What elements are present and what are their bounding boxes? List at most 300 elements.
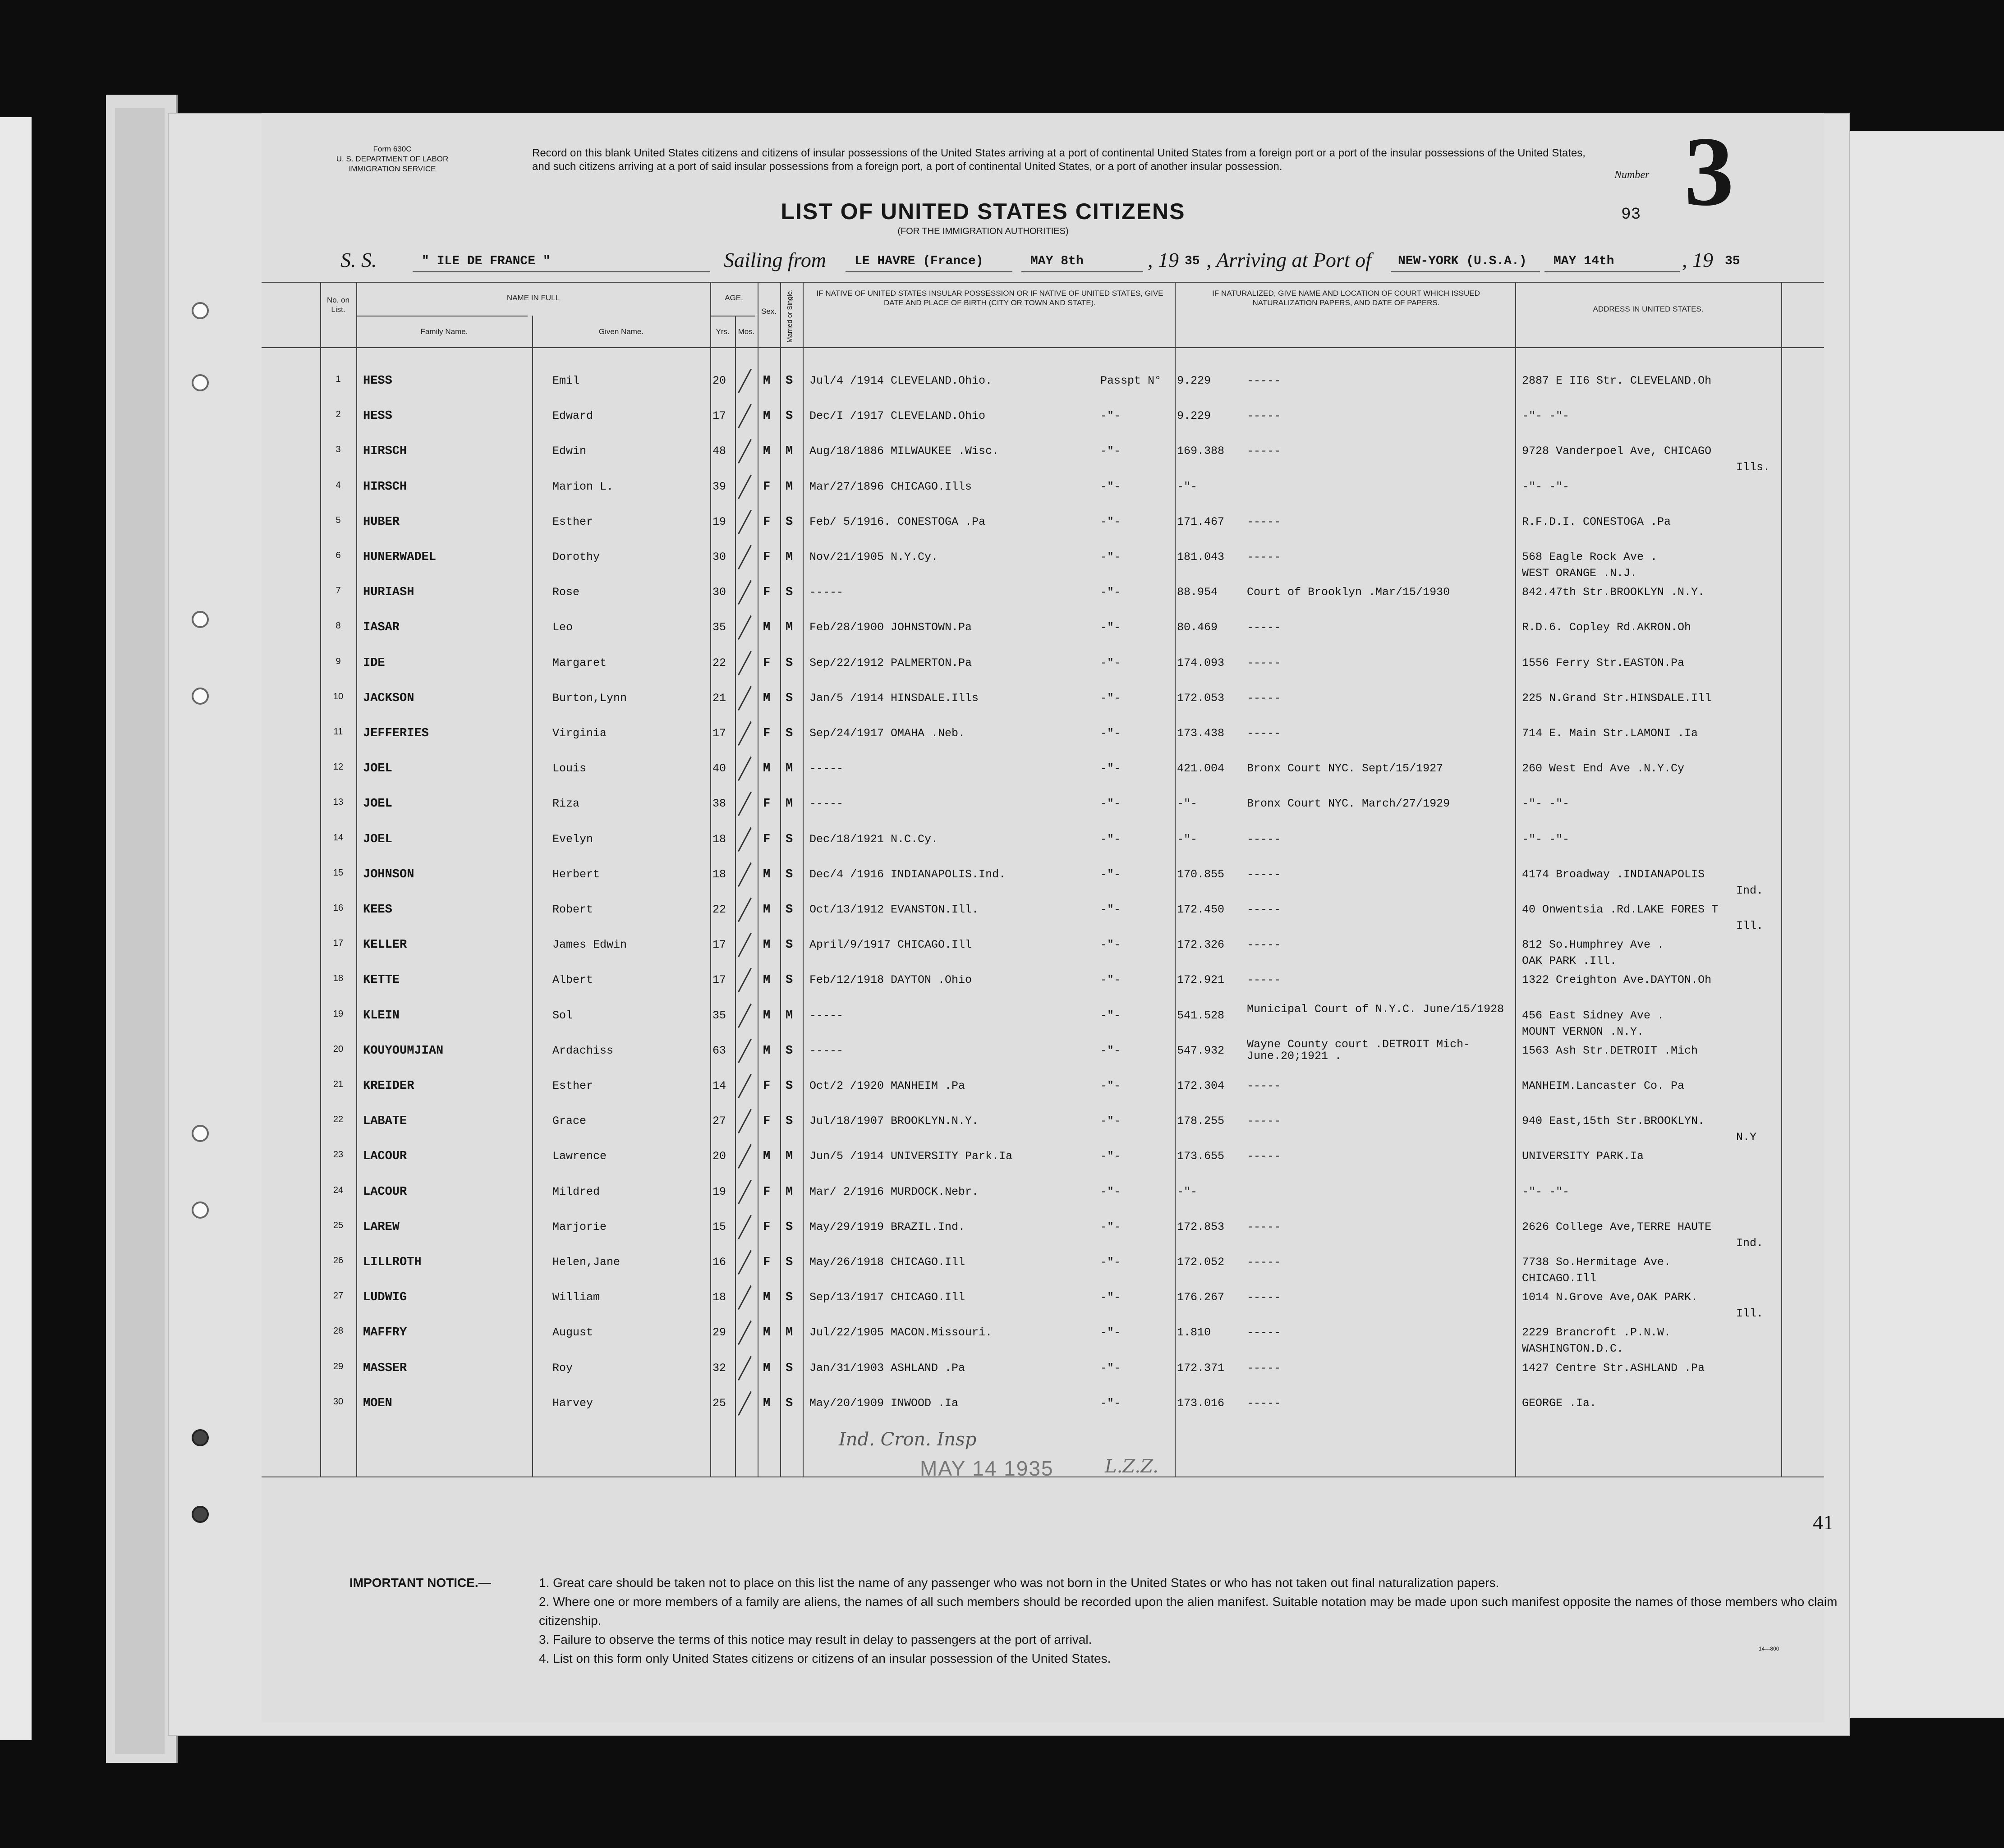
table-row <box>262 1079 1824 1114</box>
naturalization-court: ----- <box>1247 832 1281 846</box>
papers-number: 1.810 <box>1177 1326 1211 1339</box>
birth-date-place: Oct/13/1912 EVANSTON.Ill. <box>809 903 979 916</box>
citizens-list-form <box>262 113 1838 1722</box>
us-address: 568 Eagle Rock Ave . <box>1522 550 1658 564</box>
us-address-line2: Ills. <box>1736 461 1770 474</box>
papers-number: 547.932 <box>1177 1044 1225 1057</box>
inspector-signature: Ind. Cron. Insp <box>839 1429 977 1450</box>
papers-number: 174.093 <box>1177 656 1225 669</box>
age-years: 63 <box>712 1044 726 1057</box>
sex: M <box>763 938 771 952</box>
passport-ditto: -"- <box>1100 832 1121 846</box>
us-address: GEORGE .Ia. <box>1522 1396 1597 1410</box>
sex: M <box>763 867 771 881</box>
naturalization-court: ----- <box>1247 550 1281 564</box>
passport-ditto: -"- <box>1100 1044 1121 1057</box>
notice-heading: IMPORTANT NOTICE.— <box>349 1576 491 1590</box>
naturalization-court: Bronx Court NYC. Sept/15/1927 <box>1247 762 1443 775</box>
naturalization-court: ----- <box>1247 621 1281 634</box>
passport-ditto: -"- <box>1100 1396 1121 1410</box>
given-name: Evelyn <box>552 832 593 846</box>
age-years: 18 <box>712 1291 726 1304</box>
us-address: 1427 Centre Str.ASHLAND .Pa <box>1522 1361 1705 1375</box>
row-number: 8 <box>336 621 341 631</box>
ship-name: " ILE DE FRANCE " <box>422 254 551 268</box>
passport-ditto: -"- <box>1100 586 1121 599</box>
family-name: MOEN <box>363 1396 392 1410</box>
us-address: 1322 Creighton Ave.DAYTON.Oh <box>1522 973 1712 987</box>
married-single: S <box>786 1079 793 1093</box>
birth-date-place: Aug/18/1886 MILWAUKEE .Wisc. <box>809 445 999 458</box>
us-address-line2: WEST ORANGE .N.J. <box>1522 567 1637 580</box>
married-single: S <box>786 374 793 388</box>
us-address: 2229 Brancroft .P.N.W. <box>1522 1326 1671 1339</box>
us-address: 40 Onwentsia .Rd.LAKE FORES T <box>1522 903 1719 916</box>
depart-date-underline <box>1021 271 1143 272</box>
family-name: KEES <box>363 903 392 917</box>
sex: F <box>763 515 771 529</box>
header-family-name: Family Name. <box>420 327 468 336</box>
sex: F <box>763 832 771 846</box>
given-name: Margaret <box>552 656 607 669</box>
married-single: M <box>786 445 793 459</box>
notice-item-3: 3. Failure to observe the terms of this notice may result in delay to passengers at the port of arrival. <box>539 1632 1092 1646</box>
sex: F <box>763 1114 771 1128</box>
naturalization-court: ----- <box>1247 867 1281 881</box>
passport-ditto: -"- <box>1100 445 1121 458</box>
naturalization-court: ----- <box>1247 374 1281 387</box>
papers-number: 171.467 <box>1177 515 1225 528</box>
row-number: 1 <box>336 374 341 384</box>
row-number: 11 <box>333 727 343 737</box>
naturalization-court: ----- <box>1247 973 1281 987</box>
record-instructions: Record on this blank United States citizens and citizens of insular possessions of the United States arriving at a port of continental United States from a foreign port or a port of the insular possessions of the United States, and such citizens arriving at a port of said insular possessions from a foreign port, a port of continental United States, or a port of another insular possession. <box>532 147 1586 173</box>
family-name: HESS <box>363 374 392 388</box>
age-years: 14 <box>712 1079 726 1092</box>
year-departure: 35 <box>1185 254 1200 268</box>
inspector-initials: L.Z.Z. <box>1105 1456 1158 1477</box>
given-name: Esther <box>552 1079 593 1092</box>
table-row <box>262 409 1824 445</box>
punch-hole <box>192 302 209 319</box>
us-address-line2: CHICAGO.Ill <box>1522 1272 1597 1285</box>
header-given-name: Given Name. <box>598 327 644 336</box>
row-number: 16 <box>333 903 344 913</box>
sex: F <box>763 727 771 740</box>
check-mark <box>738 369 752 393</box>
punch-hole <box>192 1506 209 1523</box>
papers-number: 172.326 <box>1177 938 1225 952</box>
married-single: M <box>786 550 793 564</box>
naturalization-court: ----- <box>1247 1079 1281 1092</box>
table-row <box>262 1397 1824 1432</box>
birth-date-place: May/29/1919 BRAZIL.Ind. <box>809 1220 965 1234</box>
adjacent-page-left <box>0 117 32 1740</box>
family-name: HESS <box>363 409 392 423</box>
age-years: 30 <box>712 550 726 564</box>
row-number: 17 <box>333 938 344 949</box>
table-row <box>262 762 1824 797</box>
birth-date-place: Jul/4 /1914 CLEVELAND.Ohio. <box>809 374 993 387</box>
birth-date-place: ----- <box>809 797 844 811</box>
table-row <box>262 1150 1824 1185</box>
given-name: Leo <box>552 621 573 634</box>
form-department: U. S. DEPARTMENT OF LABOR <box>336 155 449 163</box>
page-number: 41 <box>1813 1511 1834 1534</box>
date-stamp: MAY 14 1935 <box>920 1457 1054 1480</box>
sex: F <box>763 1256 771 1269</box>
age-years: 40 <box>712 762 726 775</box>
page-title: LIST OF UNITED STATES CITIZENS <box>781 199 1186 224</box>
age-years: 17 <box>712 938 726 952</box>
row-number: 2 <box>336 409 341 420</box>
naturalization-court: ----- <box>1247 1396 1281 1410</box>
row-number: 6 <box>336 550 341 560</box>
family-name: KOUYOUMJIAN <box>363 1044 444 1058</box>
married-single: S <box>786 727 793 740</box>
given-name: Louis <box>552 762 587 775</box>
papers-number: 169.388 <box>1177 445 1225 458</box>
sex: F <box>763 797 771 811</box>
ss-label: S. S. <box>340 248 377 271</box>
married-single: M <box>786 1185 793 1199</box>
family-name: LACOUR <box>363 1150 407 1164</box>
papers-number: 173.438 <box>1177 727 1225 740</box>
row-number: 18 <box>333 973 344 984</box>
family-name: LUDWIG <box>363 1291 407 1305</box>
us-address-line2: WASHINGTON.D.C. <box>1522 1342 1624 1356</box>
age-years: 17 <box>712 409 726 423</box>
passport-ditto: -"- <box>1100 1079 1121 1092</box>
passport-ditto: -"- <box>1100 480 1121 493</box>
naturalization-court: Bronx Court NYC. March/27/1929 <box>1247 797 1450 811</box>
married-single: M <box>786 1009 793 1023</box>
adjacent-page-right <box>1838 131 2004 1718</box>
naturalization-court: Wayne County court .DETROIT Mich-June.20;1921 . <box>1247 1037 1471 1063</box>
year-prefix-departure: , 19 <box>1148 248 1179 271</box>
passport-ditto: -"- <box>1100 1291 1121 1304</box>
us-address: -"- -"- <box>1522 409 1570 423</box>
given-name: Sol <box>552 1009 573 1022</box>
header-no-on-list: No. on List. <box>326 296 350 314</box>
married-single: M <box>786 621 793 635</box>
table-row <box>262 515 1824 550</box>
given-name: Ardachiss <box>552 1044 614 1057</box>
family-name: KLEIN <box>363 1009 400 1023</box>
passport-ditto: -"- <box>1100 621 1121 634</box>
naturalization-court: ----- <box>1247 727 1281 740</box>
sheet-number: 3 <box>1684 116 1734 226</box>
header-sex: Sex. <box>761 307 777 316</box>
us-address: -"- -"- <box>1522 480 1570 493</box>
married-single: S <box>786 832 793 846</box>
birth-date-place: Jan/31/1903 ASHLAND .Pa <box>809 1361 965 1375</box>
married-single: M <box>786 480 793 494</box>
age-years: 20 <box>712 1150 726 1163</box>
us-address: 260 West End Ave .N.Y.Cy <box>1522 762 1685 775</box>
family-name: MAFFRY <box>363 1326 407 1340</box>
naturalization-court: ----- <box>1247 1220 1281 1234</box>
sex: F <box>763 1185 771 1199</box>
voyage-line <box>340 248 1783 275</box>
passport-ditto: -"- <box>1100 1185 1121 1198</box>
table-row <box>262 868 1824 903</box>
table-row <box>262 1002 1824 1044</box>
age-years: 48 <box>712 445 726 458</box>
naturalization-court: ----- <box>1247 1150 1281 1163</box>
punch-hole <box>192 374 209 391</box>
birth-date-place: April/9/1917 CHICAGO.Ill <box>809 938 972 952</box>
birth-date-place: Sep/22/1912 PALMERTON.Pa <box>809 656 972 669</box>
married-single: S <box>786 409 793 423</box>
birth-date-place: Sep/13/1917 CHICAGO.Ill <box>809 1291 965 1304</box>
naturalization-court: ----- <box>1247 1256 1281 1269</box>
married-single: M <box>786 797 793 811</box>
naturalization-court: ----- <box>1247 656 1281 669</box>
us-address: 4174 Broadway .INDIANAPOLIS <box>1522 867 1705 881</box>
row-number: 20 <box>333 1044 344 1054</box>
naturalization-court: ----- <box>1247 1114 1281 1128</box>
given-name: Roy <box>552 1361 573 1375</box>
naturalization-court: ----- <box>1247 1291 1281 1304</box>
papers-number: 9.229 <box>1177 374 1211 387</box>
row-number: 27 <box>333 1291 344 1301</box>
passport-ditto: Passpt N° <box>1100 374 1162 387</box>
birth-date-place: Sep/24/1917 OMAHA .Neb. <box>809 727 965 740</box>
married-single: S <box>786 1256 793 1269</box>
row-number: 3 <box>336 445 341 455</box>
birth-date-place: ----- <box>809 762 844 775</box>
age-years: 18 <box>712 832 726 846</box>
passport-ditto: -"- <box>1100 1009 1121 1022</box>
papers-number: 172.853 <box>1177 1220 1225 1234</box>
birth-date-place: ----- <box>809 586 844 599</box>
married-single: M <box>786 1326 793 1340</box>
arrive-date-underline <box>1544 271 1680 272</box>
married-single: S <box>786 515 793 529</box>
us-address: -"- -"- <box>1522 1185 1570 1198</box>
us-address: 940 East,15th Str.BROOKLYN. <box>1522 1114 1705 1128</box>
papers-number: 172.450 <box>1177 903 1225 916</box>
punch-hole <box>192 611 209 628</box>
married-single: S <box>786 867 793 881</box>
sex: M <box>763 762 771 776</box>
us-address: 812 So.Humphrey Ave . <box>1522 938 1664 952</box>
year-prefix-arrival: , 19 <box>1682 248 1713 271</box>
birth-date-place: May/26/1918 CHICAGO.Ill <box>809 1256 965 1269</box>
passport-ditto: -"- <box>1100 762 1121 775</box>
birth-date-place: Jun/5 /1914 UNIVERSITY Park.Ia <box>809 1150 1013 1163</box>
table-row <box>262 727 1824 762</box>
us-address: 7738 So.Hermitage Ave. <box>1522 1256 1671 1269</box>
given-name: Dorothy <box>552 550 600 564</box>
family-name: JOEL <box>363 797 392 811</box>
sex: F <box>763 1220 771 1234</box>
passport-ditto: -"- <box>1100 797 1121 811</box>
arrive-date: MAY 14th <box>1554 254 1614 268</box>
us-address: 225 N.Grand Str.HINSDALE.Ill <box>1522 691 1712 705</box>
papers-number: -"- <box>1177 797 1198 811</box>
us-address: 2626 College Ave,TERRE HAUTE <box>1522 1220 1712 1234</box>
row-number: 24 <box>333 1185 344 1195</box>
married-single: S <box>786 903 793 917</box>
married-single: S <box>786 1044 793 1058</box>
papers-number: 172.921 <box>1177 973 1225 987</box>
age-years: 16 <box>712 1256 726 1269</box>
notice-item-2: 2. Where one or more members of a family are aliens, the names of all such members should be recorded upon the alien manifest. Suitable notation may be made upon such manifest opposite the names of those members who claim citizenship. <box>539 1595 1838 1628</box>
birth-date-place: May/20/1909 INWOOD .Ia <box>809 1396 959 1410</box>
papers-number: 172.304 <box>1177 1079 1225 1092</box>
family-name: JEFFERIES <box>363 727 429 740</box>
table-row <box>262 1037 1824 1079</box>
married-single: S <box>786 1291 793 1305</box>
family-name: LILLROTH <box>363 1256 422 1269</box>
stamp-number: 93 <box>1621 205 1641 224</box>
table-row <box>262 1256 1824 1291</box>
given-name: Lawrence <box>552 1150 607 1163</box>
age-years: 19 <box>712 1185 726 1198</box>
family-name: LABATE <box>363 1114 407 1128</box>
passport-ditto: -"- <box>1100 938 1121 952</box>
us-address: -"- -"- <box>1522 832 1570 846</box>
naturalization-court: Court of Brooklyn .Mar/15/1930 <box>1247 586 1450 599</box>
birth-date-place: Mar/ 2/1916 MURDOCK.Nebr. <box>809 1185 979 1198</box>
age-years: 30 <box>712 586 726 599</box>
birth-date-place: Jan/5 /1914 HINSDALE.Ills <box>809 691 979 705</box>
us-address-line2: Ill. <box>1736 1307 1764 1321</box>
family-name: KELLER <box>363 938 407 952</box>
given-name: Emil <box>552 374 580 387</box>
age-years: 35 <box>712 621 726 634</box>
birth-date-place: Dec/4 /1916 INDIANAPOLIS.Ind. <box>809 867 1006 881</box>
birth-date-place: Oct/2 /1920 MANHEIM .Pa <box>809 1079 965 1092</box>
naturalization-court: ----- <box>1247 1326 1281 1339</box>
table-row <box>262 903 1824 938</box>
header-name-in-full: NAME IN FULL <box>506 293 560 302</box>
table-top-border <box>262 282 1824 283</box>
given-name: Edwin <box>552 445 587 458</box>
given-name: Mildred <box>552 1185 600 1198</box>
passport-ditto: -"- <box>1100 1114 1121 1128</box>
family-name: HIRSCH <box>363 445 407 459</box>
table-row <box>262 656 1824 692</box>
age-years: 27 <box>712 1114 726 1128</box>
row-number: 26 <box>333 1256 344 1266</box>
family-name: IASAR <box>363 621 400 635</box>
header-address: ADDRESS IN UNITED STATES. <box>1593 305 1704 313</box>
given-name: Herbert <box>552 867 600 881</box>
passport-ditto: -"- <box>1100 1361 1121 1375</box>
us-address: -"- -"- <box>1522 797 1570 811</box>
papers-number: -"- <box>1177 480 1198 493</box>
birth-date-place: Dec/18/1921 N.C.Cy. <box>809 832 938 846</box>
sex: M <box>763 445 771 459</box>
table-row <box>262 1185 1824 1220</box>
passport-ditto: -"- <box>1100 550 1121 564</box>
us-address: R.F.D.I. CONESTOGA .Pa <box>1522 515 1671 528</box>
sex: M <box>763 621 771 635</box>
header-mos: Mos. <box>738 327 755 336</box>
row-number: 23 <box>333 1150 344 1160</box>
table-row <box>262 1326 1824 1361</box>
family-name: LACOUR <box>363 1185 407 1199</box>
row-number: 4 <box>336 480 341 490</box>
table-row <box>262 973 1824 1009</box>
sex: M <box>763 1044 771 1058</box>
married-single: M <box>786 1150 793 1164</box>
header-birth: IF NATIVE OF UNITED STATES INSULAR POSSESSION OR IF NATIVE OF UNITED STATES, GIVE DATE AND PLACE OF BIRTH (CITY OR TOWN AND STATE). <box>816 289 1163 307</box>
papers-number: 172.052 <box>1177 1256 1225 1269</box>
family-name: KETTE <box>363 973 400 987</box>
family-name: LAREW <box>363 1220 400 1234</box>
papers-number: 541.528 <box>1177 1009 1225 1022</box>
passport-ditto: -"- <box>1100 691 1121 705</box>
sex: F <box>763 480 771 494</box>
given-name: Grace <box>552 1114 587 1128</box>
given-name: Harvey <box>552 1396 593 1410</box>
papers-number: 178.255 <box>1177 1114 1225 1128</box>
naturalization-court: ----- <box>1247 515 1281 528</box>
punch-hole <box>192 688 209 705</box>
us-address-line2: OAK PARK .Ill. <box>1522 954 1617 968</box>
table-row <box>262 550 1824 586</box>
table-row <box>262 1291 1824 1326</box>
table-row <box>262 374 1824 409</box>
family-name: HUNERWADEL <box>363 550 437 564</box>
table-row <box>262 938 1824 973</box>
table-row <box>262 1362 1824 1397</box>
us-address: 2887 E II6 Str. CLEVELAND.Oh <box>1522 374 1712 387</box>
age-years: 22 <box>712 903 726 916</box>
family-name: JOHNSON <box>363 867 414 881</box>
married-single: S <box>786 1114 793 1128</box>
married-single: S <box>786 691 793 705</box>
naturalization-court: Municipal Court of N.Y.C. June/15/1928 <box>1247 1002 1504 1016</box>
birth-date-place: Feb/28/1900 JOHNSTOWN.Pa <box>809 621 972 634</box>
form-identification <box>316 144 469 174</box>
row-number: 19 <box>333 1009 344 1019</box>
us-address: 1556 Ferry Str.EASTON.Pa <box>1522 656 1685 669</box>
table-row <box>262 833 1824 868</box>
papers-number: 173.655 <box>1177 1150 1225 1163</box>
age-years: 38 <box>712 797 726 811</box>
family-name: KREIDER <box>363 1079 414 1093</box>
age-years: 39 <box>712 480 726 493</box>
table-row <box>262 1220 1824 1256</box>
us-address-line2: Ill. <box>1736 919 1764 932</box>
port-from-underline <box>846 271 1012 272</box>
given-name: Helen,Jane <box>552 1256 621 1269</box>
passport-ditto: -"- <box>1100 727 1121 740</box>
row-number: 12 <box>333 762 344 772</box>
naturalization-court: ----- <box>1247 903 1281 916</box>
table-row <box>262 1114 1824 1150</box>
passenger-table <box>262 282 1824 1508</box>
us-address: R.D.6. Copley Rd.AKRON.Oh <box>1522 621 1691 634</box>
passport-ditto: -"- <box>1100 973 1121 987</box>
passport-ditto: -"- <box>1100 1326 1121 1339</box>
family-name: MASSER <box>363 1361 407 1375</box>
age-years: 17 <box>712 727 726 740</box>
us-address-line2: N.Y <box>1736 1131 1757 1144</box>
port-from: LE HAVRE (France) <box>855 254 984 268</box>
notice-item-4: 4. List on this form only United States citizens or citizens of an insular possession of the United States. <box>539 1651 1111 1665</box>
year-arrival: 35 <box>1725 254 1740 268</box>
row-number: 29 <box>333 1361 344 1371</box>
ship-underline <box>413 271 710 272</box>
given-name: Robert <box>552 903 593 916</box>
depart-date: MAY 8th <box>1030 254 1084 268</box>
